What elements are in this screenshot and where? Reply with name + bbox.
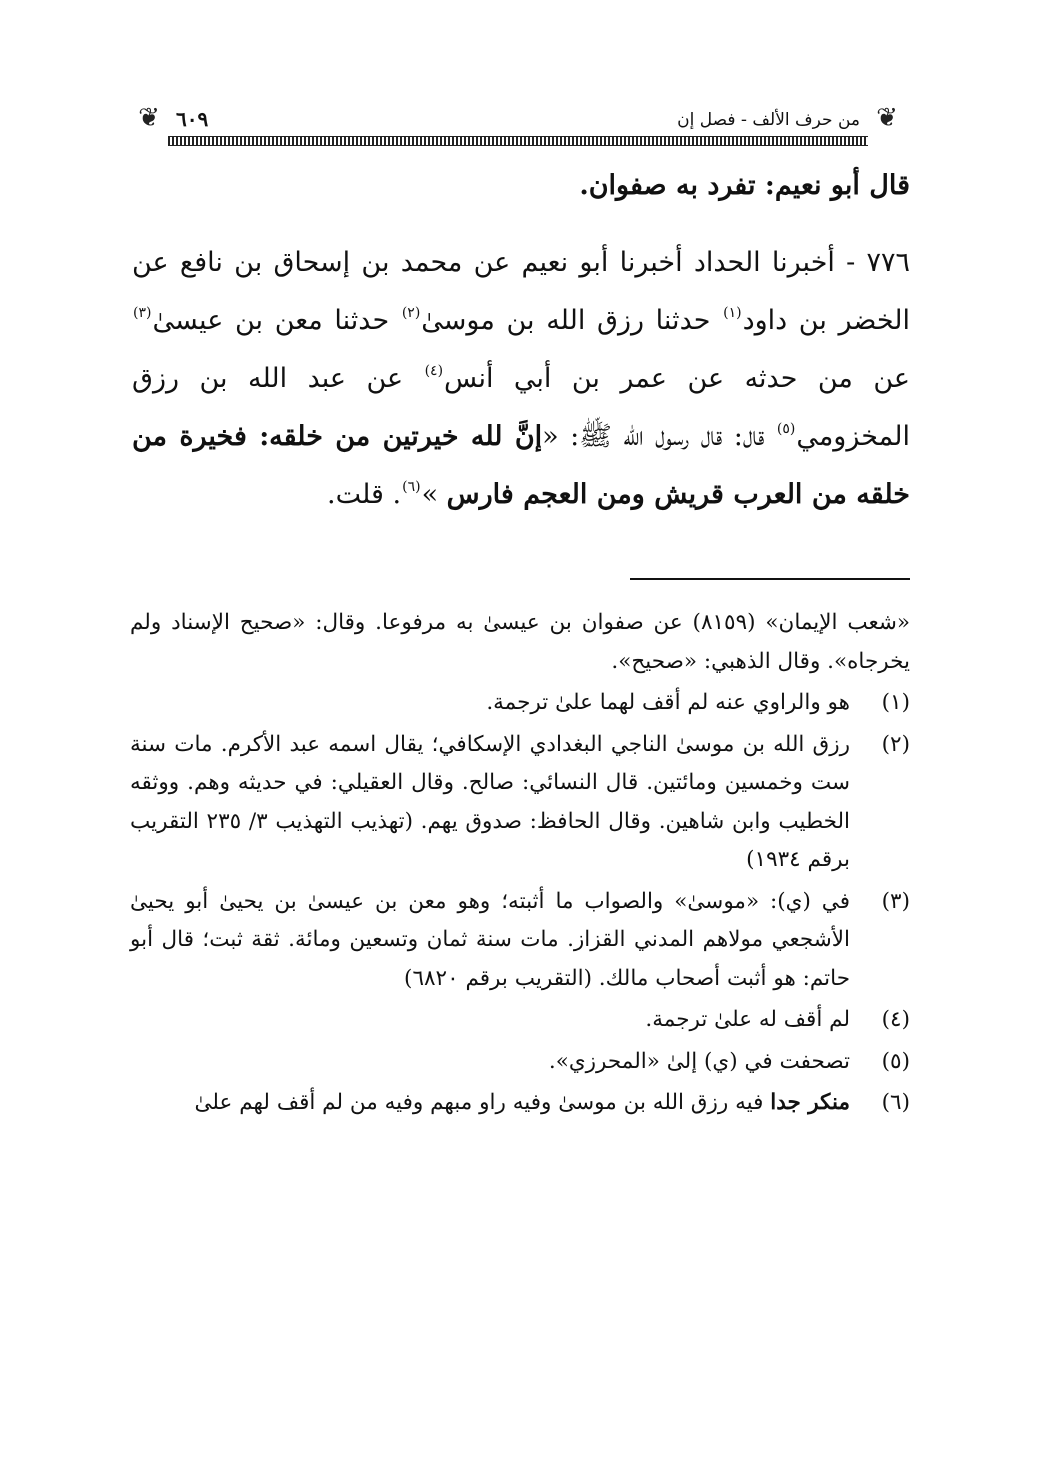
running-header (128, 100, 908, 150)
footnote-text: تصحفت في (ي) إلىٰ «المحرزي». (548, 1048, 850, 1074)
footnote-item (130, 1084, 910, 1123)
text-run: عن عبد الله بن رزق المخزومي (132, 363, 910, 452)
footnote-ref: (١) (723, 305, 742, 321)
footnote-ref: (٦) (402, 479, 421, 495)
text-run: . قلت. (326, 479, 402, 510)
footnote-number: (٤) (881, 1007, 910, 1032)
footnotes (130, 604, 910, 1123)
footnote-ref: (٣) (133, 305, 152, 321)
footnote-item (130, 1043, 910, 1082)
footnote-number: (١) (881, 690, 910, 715)
footnote-number: (٣) (881, 888, 910, 914)
footnote-grade: منكر جدا (770, 1090, 850, 1115)
main-text (132, 158, 910, 524)
footnote-text: فيه رزق الله بن موسىٰ وفيه راو مبهم وفيه من لم أقف لهم علىٰ (194, 1090, 771, 1115)
text-run: عن من حدثه عن عمر بن أبي أنس (444, 363, 910, 394)
footnote-text: في (ي): «موسىٰ» والصواب ما أثبته؛ وهو معن بن عيسىٰ بن يحيىٰ أبو يحيىٰ الأشجعي مولاهم المدني القزاز. مات سنة ثمان وتسعين ومائة. ثقة ثبت؛ قال أبو حاتم: هو أثبت أصحاب مالك. (التقريب برقم ٦٨٢٠) (130, 888, 850, 991)
ornament-icon: ❦ (138, 103, 160, 133)
text-run: ٧٧٦ - أخبرنا الحداد أخبرنا أبو نعيم عن محمد بن إسحاق بن نافع عن الخضر بن داود (132, 247, 910, 336)
footnote-text: رزق الله بن موسىٰ الناجي البغدادي الإسكافي؛ يقال اسمه عبد الأكرم. مات سنة ست وخمسين ومائتين. قال النسائي: صالح. وقال العقيلي: في حديثه وهم. ووثقه الخطيب وابن شاهين. وقال الحافظ: صدوق يهم. (تهذيب التهذيب ٣/ ٢٣٥ التقريب برقم ١٩٣٤) (130, 731, 850, 872)
header-rule (168, 136, 868, 146)
footnote-item (130, 684, 910, 723)
ornament-icon: ❦ (876, 103, 898, 133)
main-line: قال أبو نعيم: تفرد به صفوان. (579, 170, 910, 201)
footnote-text: لم أقف له علىٰ ترجمة. (645, 1007, 850, 1032)
footnote-text: هو والراوي عنه لم أقف لهما علىٰ ترجمة. (486, 690, 850, 715)
header-title: من حرف الألف - فصل إن (677, 110, 860, 130)
footnote-item (130, 726, 910, 880)
text-run: » (421, 479, 447, 510)
hadith-quote: إنَّ لله خيرتين من خلقه: فخيرة من خلقه من العرب قريش ومن العجم فارس (132, 421, 910, 510)
footnote-ref: (٢) (401, 305, 421, 321)
footnote-item (130, 1001, 910, 1040)
text-run: حدثنا معن بن عيسىٰ (152, 305, 401, 336)
footnote-ref: (٤) (424, 363, 444, 379)
footnote-number: (٦) (881, 1090, 910, 1115)
footnote-divider (630, 578, 910, 580)
page-number: ٦٠٩ (176, 107, 209, 131)
footnote-ref: (٥) (776, 421, 796, 437)
footnote-item (130, 883, 910, 999)
text-run: قال: قال رسول الله ﷺ: « (542, 421, 776, 452)
footnote-number: (٢) (881, 731, 910, 757)
text-run: حدثنا رزق الله بن موسىٰ (421, 305, 723, 336)
hadith-paragraph (132, 234, 910, 524)
footnote-number: (٥) (881, 1048, 910, 1074)
footnote-continuation: «شعب الإيمان» (٨١٥٩) عن صفوان بن عيسىٰ به مرفوعا. وقال: «صحيح الإسناد ولم يخرجاه». وقال الذهبي: «صحيح». (130, 610, 910, 674)
